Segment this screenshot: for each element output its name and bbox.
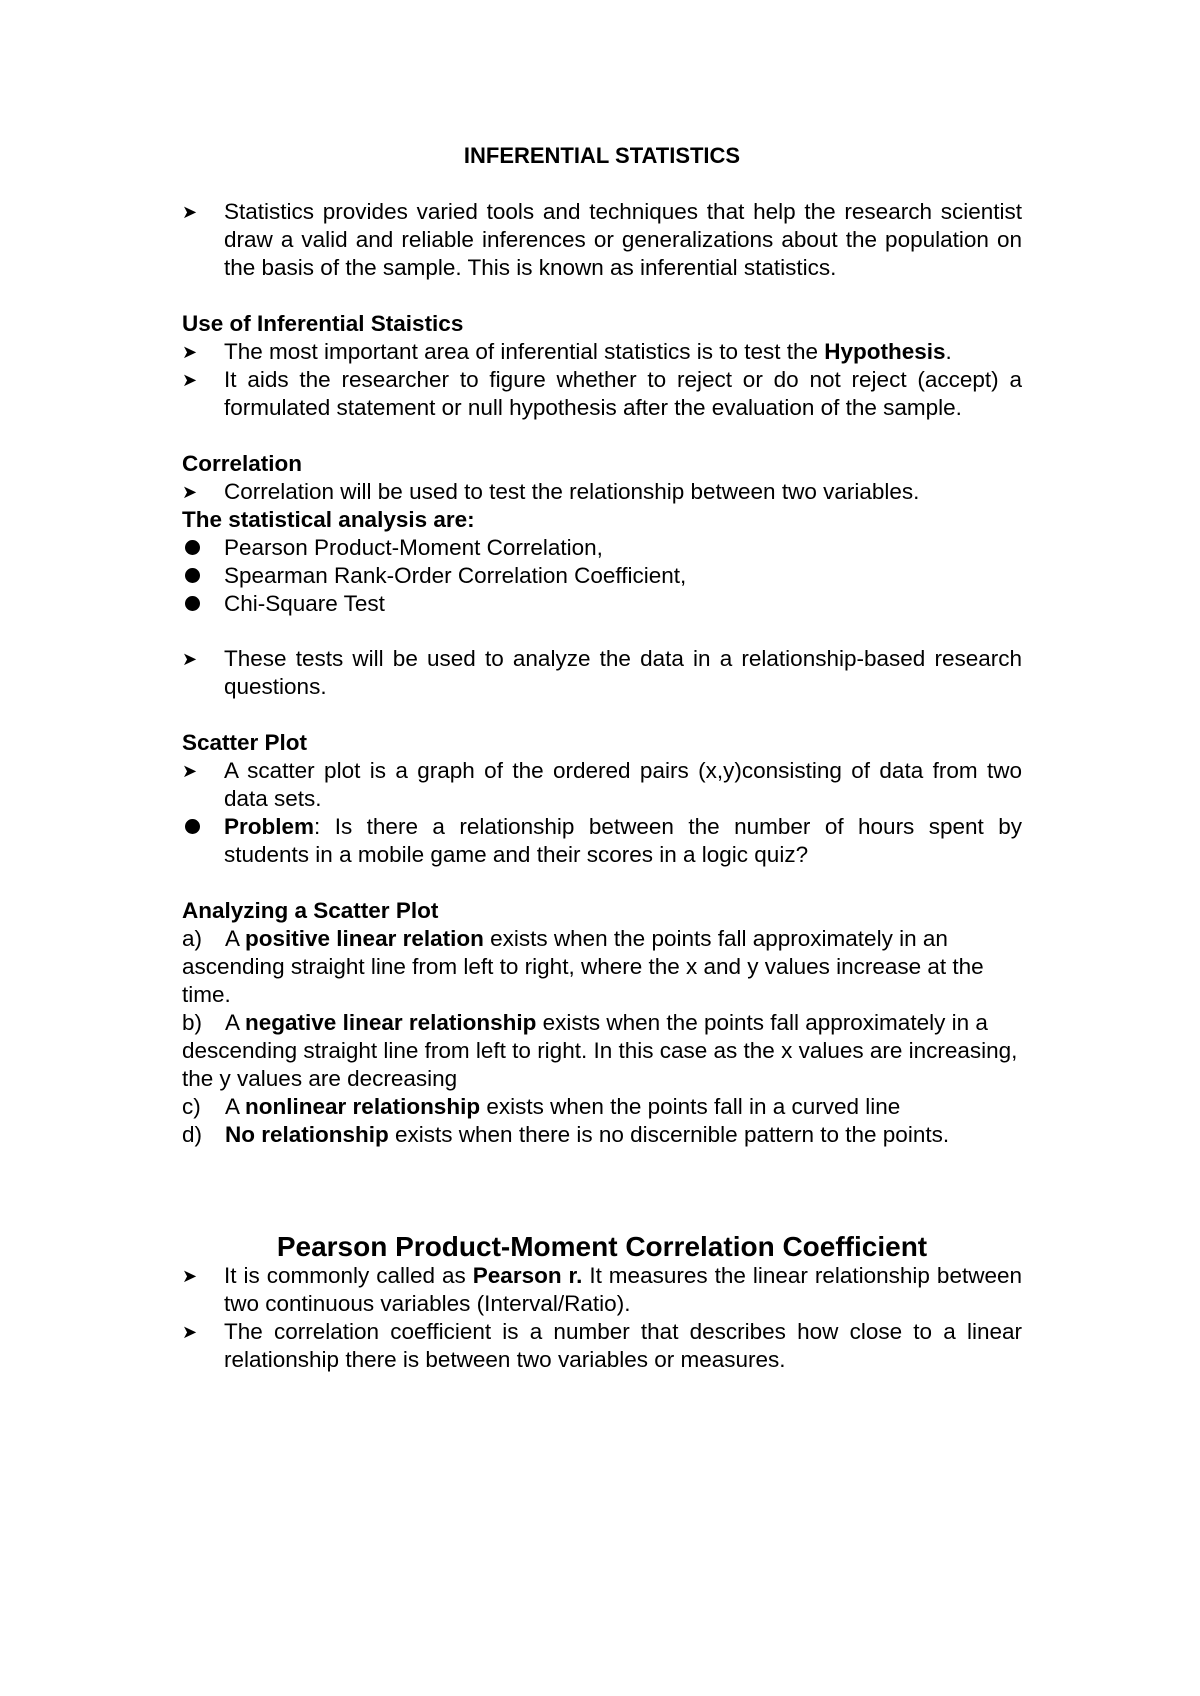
arrow-bullet-icon: ➤ xyxy=(182,1322,198,1342)
arrow-bullet-icon: ➤ xyxy=(182,370,198,390)
pearson-item-1-text: It is commonly called as xyxy=(224,1263,473,1288)
arrow-bullet-icon: ➤ xyxy=(182,482,198,502)
scatter-item-1-text: A scatter plot is a graph of the ordered pairs (x,y)consisting of data from two data sets. xyxy=(224,758,1022,811)
correlation-heading: Correlation xyxy=(182,451,303,476)
analysis-item-text: Pearson Product-Moment Correlation, xyxy=(224,535,603,560)
scatter-heading: Scatter Plot xyxy=(182,730,308,755)
problem-label: Problem xyxy=(224,814,315,839)
document-title: INFERENTIAL STATISTICS xyxy=(463,143,741,168)
pearson-item-2 xyxy=(182,1318,1022,1374)
intro-item xyxy=(182,198,1022,282)
hypothesis-term: Hypothesis xyxy=(824,339,946,364)
arrow-bullet-icon: ➤ xyxy=(182,202,198,222)
use-item-2-text: It aids the researcher to figure whether to reject or do not reject (accept) a formulated statement or null hypothesis after the evaluation of the sample. xyxy=(224,367,1022,420)
intro-text: Statistics provides varied tools and techniques that help the research scientist draw a valid and reliable inferences or generalizations about the population on the basis of the sample. This is known as inferential statistics. xyxy=(224,199,1022,280)
analyzing-heading: Analyzing a Scatter Plot xyxy=(182,898,439,923)
relation-item-b xyxy=(182,1009,1022,1093)
item-text: exists when the points fall approximately in a descending straight line from left to right. In this case as the x values are increasing, the y values are decreasing xyxy=(182,1010,1018,1091)
analysis-item xyxy=(182,562,1022,590)
negative-relation-term: negative linear relationship xyxy=(245,1010,537,1035)
pearson-item-2-text: The correlation coefficient is a number that describes how close to a linear relationship there is between two variables or measures. xyxy=(224,1319,1022,1372)
pearson-r-term: Pearson r. xyxy=(472,1263,583,1288)
dot-bullet-icon xyxy=(182,813,224,841)
document-content xyxy=(182,142,1022,1374)
relation-item-a xyxy=(182,925,1022,1009)
use-item-2 xyxy=(182,366,1022,422)
item-text: A xyxy=(225,1094,246,1119)
arrow-bullet-icon: ➤ xyxy=(182,761,198,781)
pearson-heading: Pearson Product-Moment Correlation Coefficient xyxy=(276,1231,928,1262)
analysis-item xyxy=(182,590,1022,618)
item-text: A xyxy=(225,1010,246,1035)
item-letter: b) xyxy=(182,1010,203,1035)
arrow-bullet-icon: ➤ xyxy=(182,342,198,362)
use-item-1 xyxy=(182,338,1022,366)
arrow-bullet-icon: ➤ xyxy=(182,649,198,669)
pearson-item-1-end: It measures the linear relationship between two continuous variables (Interval/Ratio). xyxy=(224,1263,1022,1316)
positive-relation-term: positive linear relation xyxy=(245,926,484,951)
item-text: exists when there is no discernible pattern to the points. xyxy=(388,1122,950,1147)
pearson-item-1 xyxy=(182,1262,1022,1318)
use-item-1-text: The most important area of inferential statistics is to test the xyxy=(224,339,825,364)
tests-note-item xyxy=(182,645,1022,701)
relation-item-d xyxy=(182,1121,1022,1149)
correlation-item-1-text: Correlation will be used to test the relationship between two variables. xyxy=(224,479,920,504)
no-relation-term: No relationship xyxy=(225,1122,389,1147)
dot-bullet-icon xyxy=(182,534,224,562)
item-text: exists when the points fall in a curved line xyxy=(480,1094,901,1119)
item-letter: d) xyxy=(182,1122,203,1147)
tests-note-text: These tests will be used to analyze the data in a relationship-based research questions. xyxy=(224,646,1022,699)
item-letter: a) xyxy=(182,926,203,951)
dot-bullet-icon xyxy=(182,590,224,618)
item-text: exists when the points fall approximately in an ascending straight line from left to right, where the x and y values increase at the time. xyxy=(182,926,984,1007)
relation-item-c xyxy=(182,1093,1022,1121)
arrow-bullet-icon: ➤ xyxy=(182,1266,198,1286)
dot-bullet-icon xyxy=(182,562,224,590)
item-letter: c) xyxy=(182,1094,201,1119)
nonlinear-relation-term: nonlinear relationship xyxy=(245,1094,481,1119)
use-heading: Use of Inferential Staistics xyxy=(182,311,464,336)
use-item-1-end: . xyxy=(945,339,952,364)
analysis-item-text: Spearman Rank-Order Correlation Coefficient, xyxy=(224,563,687,588)
scatter-item-1 xyxy=(182,757,1022,813)
problem-text: : Is there a relationship between the number of hours spent by students in a mobile game and their scores in a logic quiz? xyxy=(224,814,1022,867)
item-text: A xyxy=(225,926,246,951)
analysis-item-text: Chi-Square Test xyxy=(224,591,385,616)
problem-item xyxy=(182,813,1022,869)
correlation-item-1 xyxy=(182,478,1022,506)
analysis-item xyxy=(182,534,1022,562)
analysis-heading: The statistical analysis are: xyxy=(182,507,475,532)
